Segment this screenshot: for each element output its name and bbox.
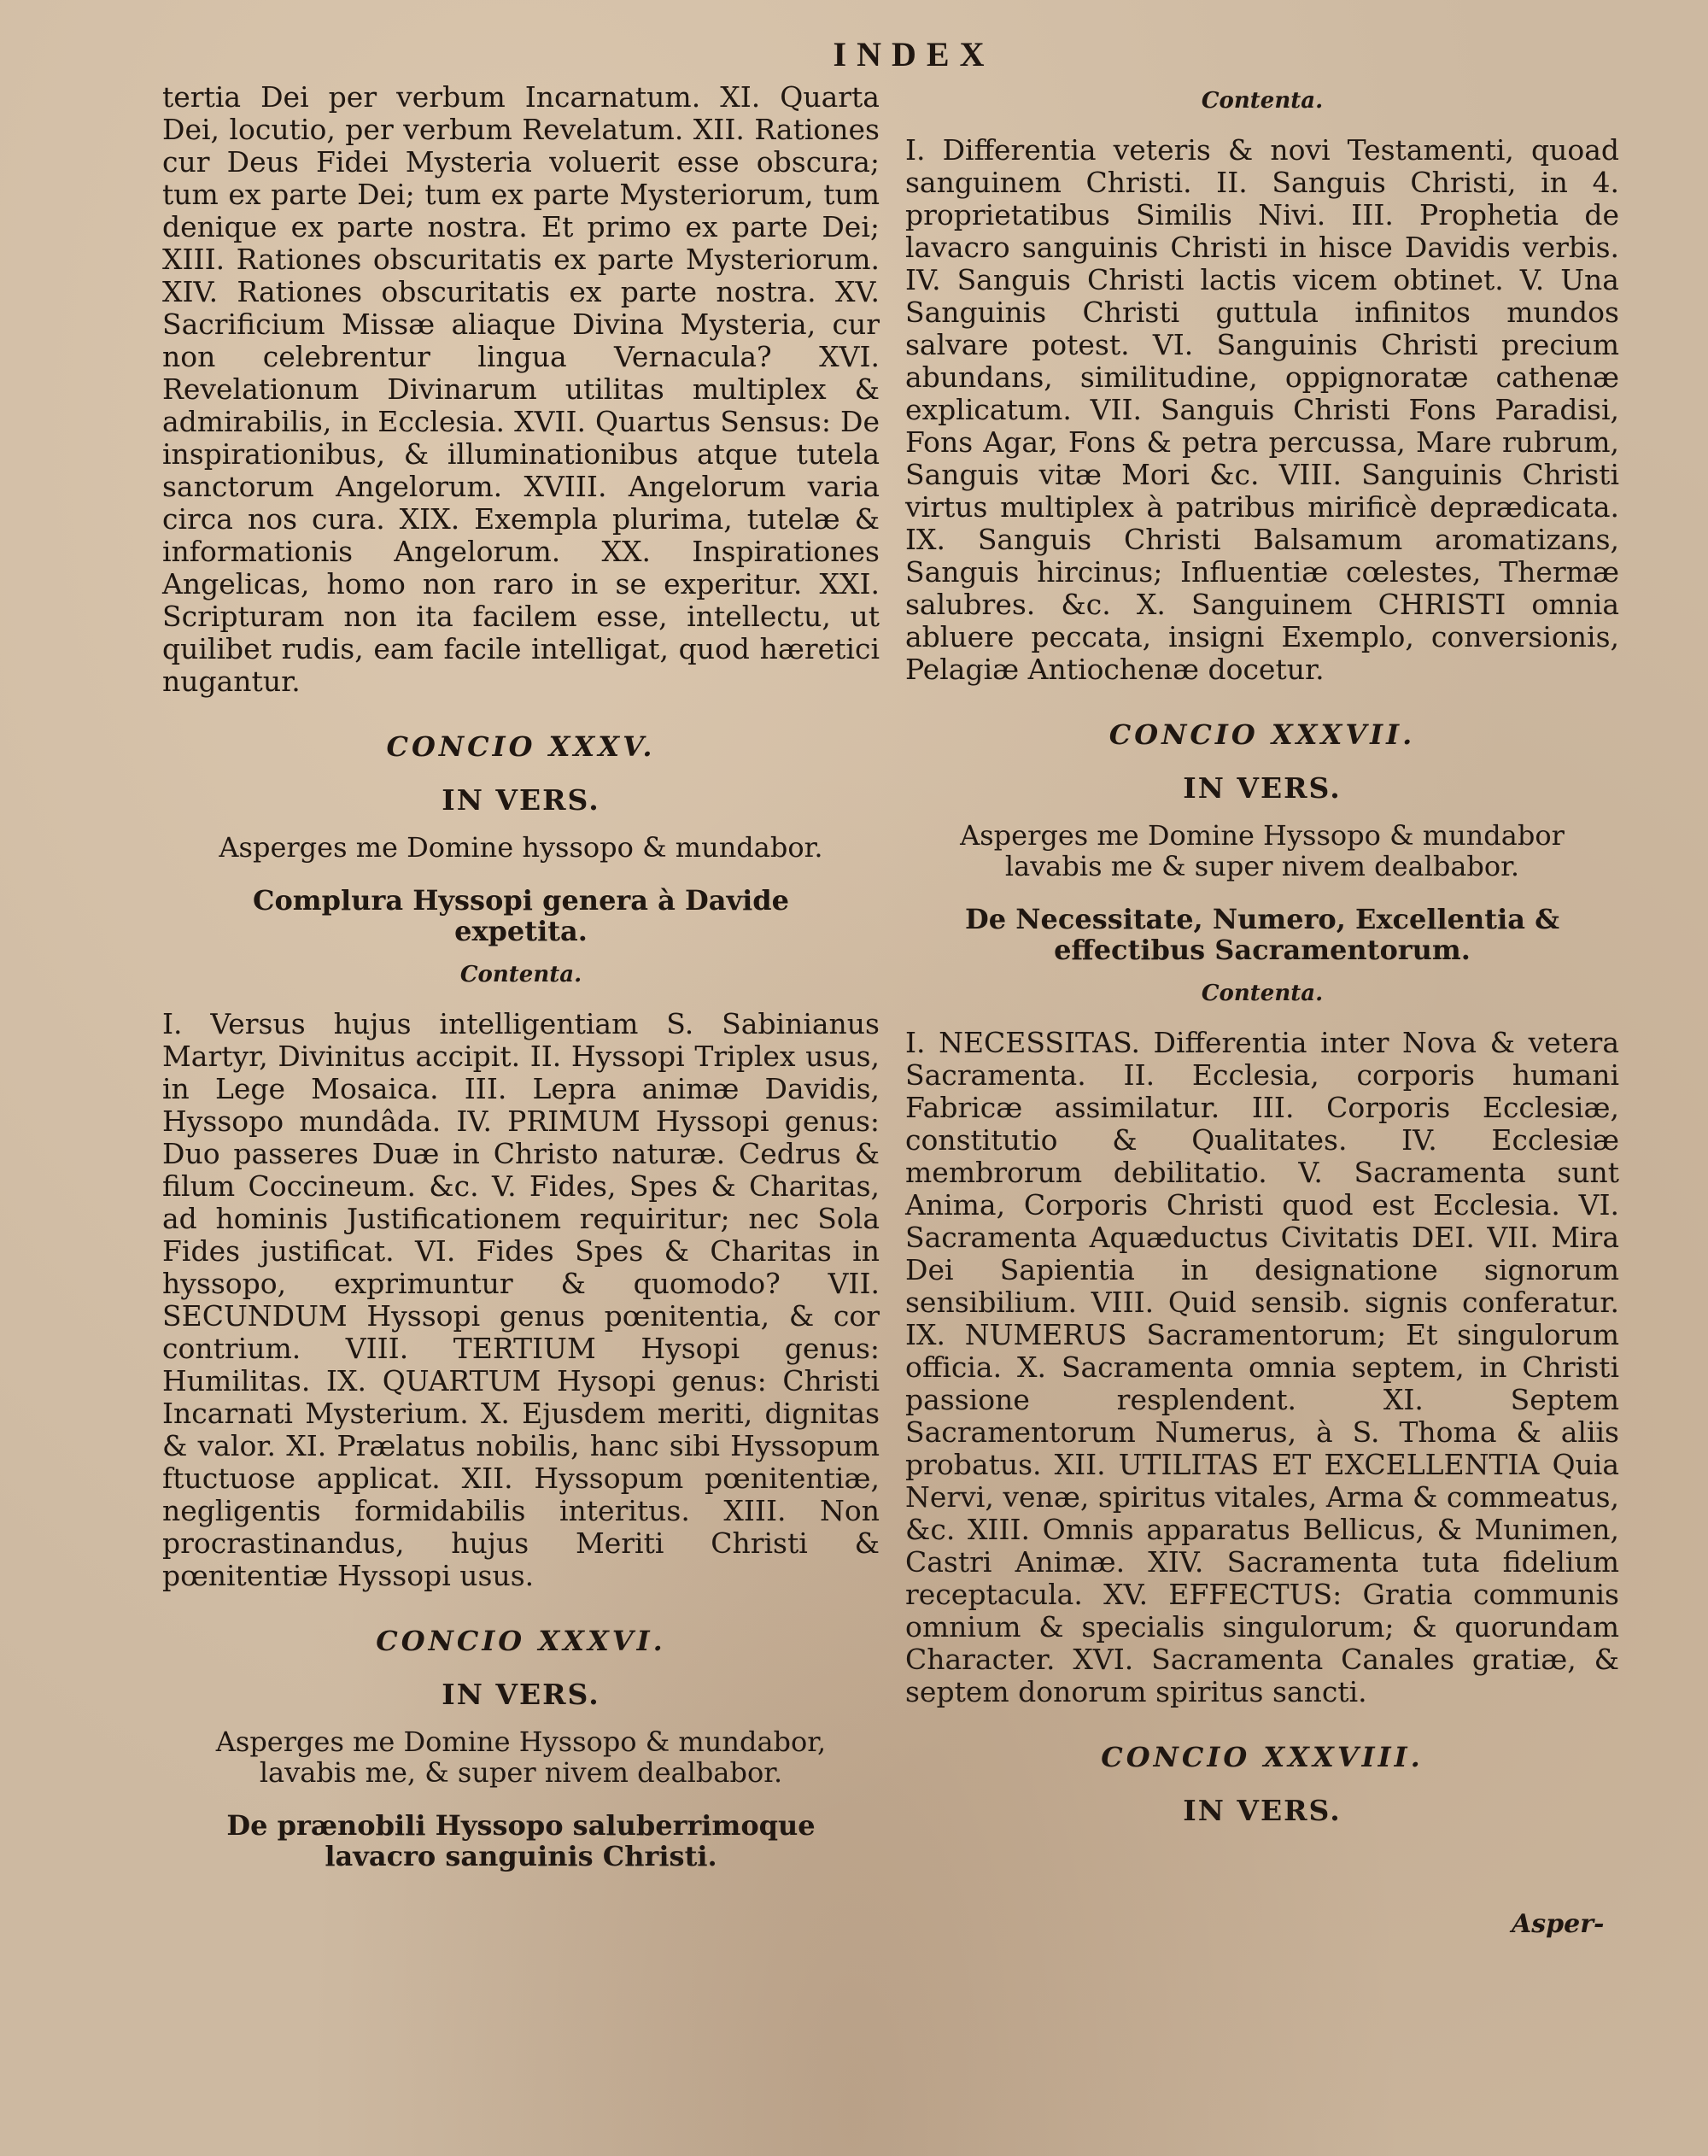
concio-36-contents: I. Differentia veteris & novi Testamenti, quoad sanguinem Christi. II. Sanguis Christi, in 4. proprietatibus Similis Nivi. III. Prophetia de lavacro sanguinis Christi in hisce Davidis verbis. IV. Sanguis Christi lactis vicem obtinet. V. Una Sanguinis Christi guttula infinitos mundos salvare potest. VI. Sanguinis Christi precium abundans, similitudine, oppignoratæ cathenæ explicatum. VII. Sanguis Christi Fons Paradisi, Fons Agar, Fons & petra percussa, Mare rubrum, Sanguis vitæ Mori &c. VIII. Sanguinis Christi virtus multiplex à patribus mirificè deprædicata. IX. Sanguis Christi Balsamum aromatizans, Sanguis hircinus; Influentiæ cœlestes, Thermæ salubres. &c. X. Sanguinem CHRISTI omnia abluere peccata, insigni Exemplo, conversionis, Pelagiæ Antiochenæ docetur. xyxy=(905,133,1619,686)
left-column xyxy=(162,81,880,1887)
concio-35-contenta-label: Contenta. xyxy=(459,962,582,987)
page-header: INDEX xyxy=(833,35,995,73)
concio-35-verse: Asperges me Domine hyssopo & mundabor. xyxy=(219,831,823,864)
concio-35-subject: Complura Hyssopi genera à Davide expetita. xyxy=(252,884,789,947)
concio-35-contents: I. Versus hujus intelligentiam S. Sabinianus Martyr, Divinitus accipit. II. Hyssopi Triplex usus, in Lege Mosaica. III. Lepra animæ Davidis, Hyssopo mundâda. IV. PRIMUM Hyssopi genus: Duo passeres Duæ in Christo naturæ. Cedrus & filum Coccineum. &c. V. Fides, Spes & Charitas, ad hominis Justificationem requiritur; nec Sola Fides justificat. VI. Fides Spes & Charitas in hyssopo, exprimuntur & quomodo? VII. SECUNDUM Hyssopi genus pœnitentia, & cor contrium. VIII. TERTIUM Hysopi genus: Humilitas. IX. QUARTUM Hysopi genus: Christi Incarnati Mysterium. X. Ejusdem meriti, dignitas & valor. XI. Prælatus nobilis, hanc sibi Hyssopum ftuctuose applicat. XII. Hyssopum pœnitentiæ, negligentis formidabilis interitus. XIII. Non procrastinandus, hujus Meriti Christi & pœnitentiæ Hyssopi usus. xyxy=(162,1007,880,1592)
concio-37-contenta-label: Contenta. xyxy=(1201,981,1324,1006)
concio-36-in-vers: IN VERS. xyxy=(442,1678,600,1711)
concio-36-heading: CONCIO XXXVI. xyxy=(376,1625,666,1657)
concio-38-heading: CONCIO XXXVIII. xyxy=(1101,1741,1424,1773)
concio-35-heading: CONCIO XXXV. xyxy=(386,730,656,763)
concio-37-contents: I. NECESSITAS. Differentia inter Nova & vetera Sacramenta. II. Ecclesia, corporis humani Fabricæ assimilatur. III. Corporis Ecclesiæ, constitutio & Qualitates. IV. Ecclesiæ membrorum debilitatio. V. Sacramenta sunt Anima, Corporis Christi quod est Ecclesia. VI. Sacramenta Aquæductus Civitatis DEI. VII. Mira Dei Sapientia in designatione signorum sensibilium. VIII. Quid sensib. signis conferatur. IX. NUMERUS Sacramentorum; Et singulorum officia. X. Sacramenta omnia septem, in Christi passione resplendent. XI. Septem Sacramentorum Numerus, à S. Thoma & aliis probatus. XII. UTILITAS ET EXCELLENTIA Quia Nervi, venæ, spiritus vitales, Arma & commeatus, &c. XIII. Omnis apparatus Bellicus, & Munimen, Castri Animæ. XIV. Sacramenta tuta fidelium receptacula. XV. EFFECTUS: Gratia communis omnium & specialis singulorum; & quorundam Character. XVI. Sacramenta Canales gratiæ, & septem donorum spiritus sancti. xyxy=(905,1026,1619,1708)
concio-38-in-vers: IN VERS. xyxy=(1183,1794,1342,1827)
concio-37-verse: Asperges me Domine Hyssopo & mundabor lavabis me & super nivem dealbabor. xyxy=(960,819,1565,882)
concio-37-heading: CONCIO XXXVII. xyxy=(1108,718,1416,751)
concio-35-in-vers: IN VERS. xyxy=(442,783,600,817)
concio-36-verse: Asperges me Domine Hyssopo & mundabor, lavabis me, & super nivem dealbabor. xyxy=(215,1725,827,1789)
concio-37-subject: De Necessitate, Numero, Excellentia & effectibus Sacramentorum. xyxy=(965,903,1559,966)
intro-text: tertia Dei per verbum Incarnatum. XI. Quarta Dei, locutio, per verbum Revelatum. XII. Rationes cur Deus Fidei Mysteria voluerit esse obscura; tum ex parte Dei; tum ex parte Mysteriorum, tum denique ex parte nostra. Et primo ex parte Dei; XIII. Rationes obscuritatis ex parte Mysteriorum. XIV. Rationes obscuritatis ex parte nostra. XV. Sacrificium Missæ aliaque Divina Mysteria, cur non celebrentur lingua Vernacula? XVI. Revelationum Divinarum utilitas multiplex & admirabilis, in Ecclesia. XVII. Quartus Sensus: De inspirationibus, & illuminationibus atque tutela sanctorum Angelorum. XVIII. Angelorum varia circa nos cura. XIX. Exempla plurima, tutelæ & informationis Angelorum. XX. Inspirationes Angelicas, homo non raro in se experitur. XXI. Scripturam non ita facilem esse, intellectu, ut quilibet rudis, eam facile intelligat, quod hæretici nugantur. xyxy=(162,80,880,698)
right-column xyxy=(905,81,1619,1843)
catchword: Asper- xyxy=(1512,1909,1605,1939)
concio-36-contenta-label: Contenta. xyxy=(1201,88,1324,114)
concio-36-subject: De prænobili Hyssopo saluberrimoque lavacro sanguinis Christi. xyxy=(226,1809,816,1872)
concio-37-in-vers: IN VERS. xyxy=(1183,771,1342,805)
